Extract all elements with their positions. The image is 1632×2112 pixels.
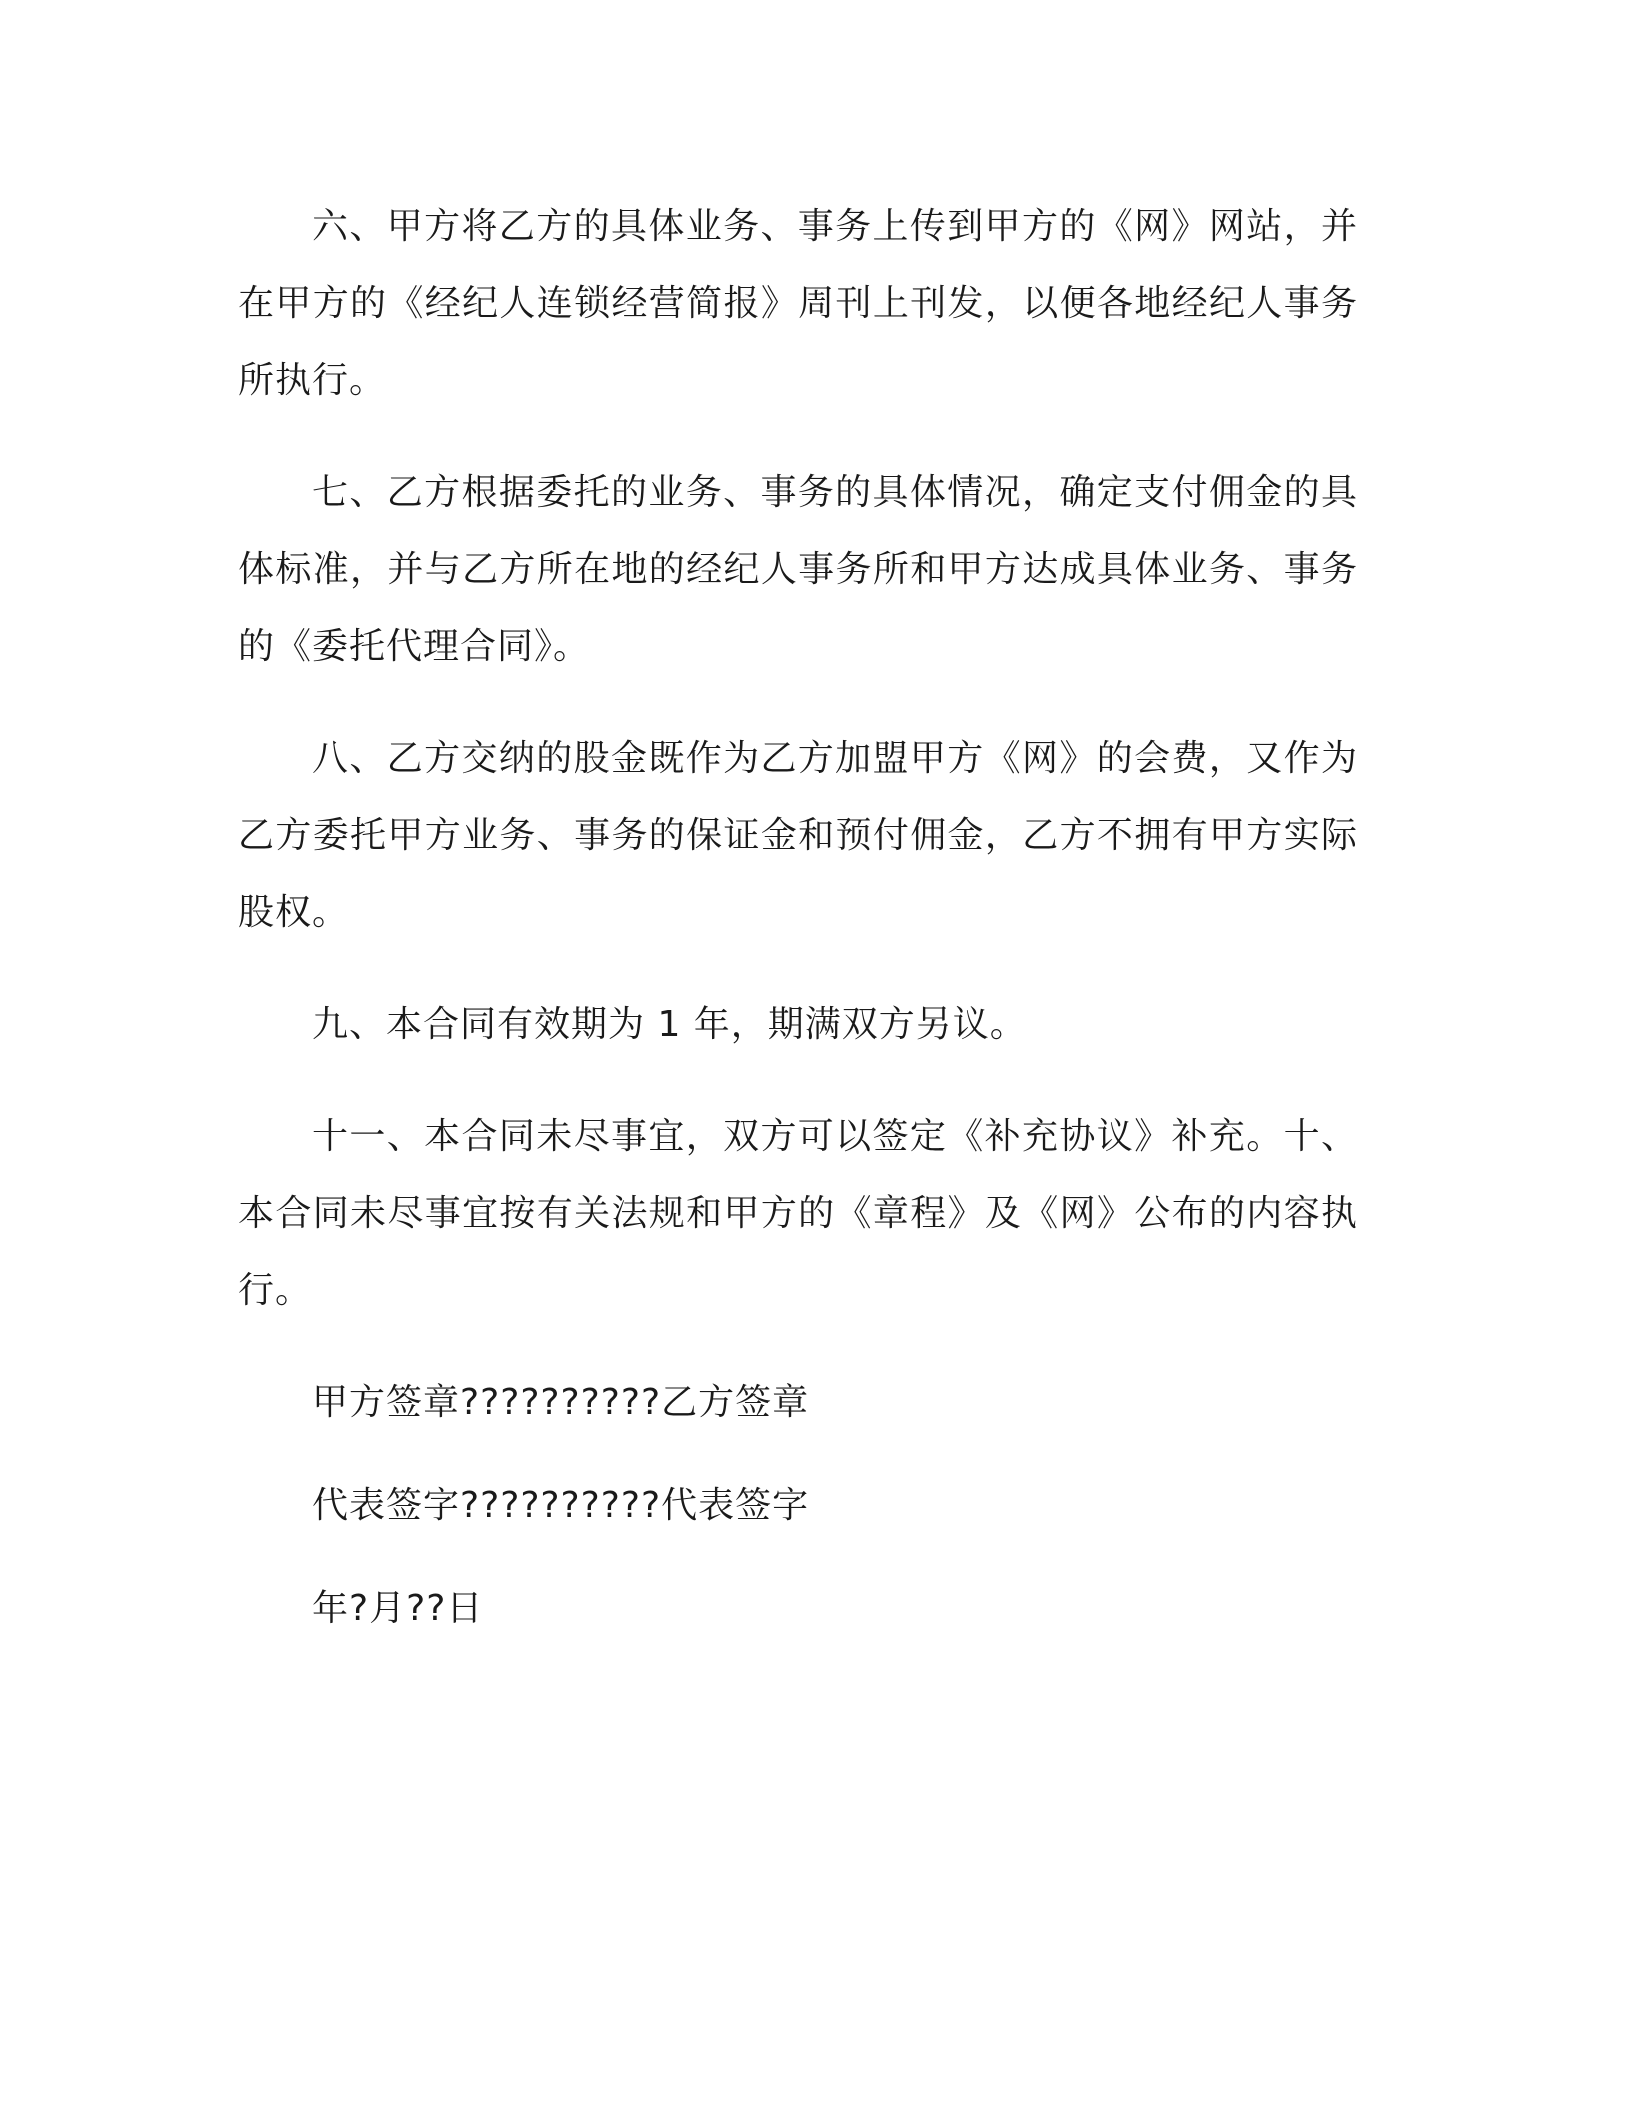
- date-line: 年?月??日: [312, 1588, 484, 1629]
- clause-8: 八、乙方交纳的股金既作为乙方加盟甲方《网》的会费，又作为乙方委托甲方业务、事务的保证金和预付佣金，乙方不拥有甲方实际股权。: [238, 738, 1358, 933]
- clause-6: 六、甲方将乙方的具体业务、事务上传到甲方的《网》网站，并在甲方的《经纪人连锁经营简报》周刊上刊发，以便各地经纪人事务所执行。: [238, 206, 1358, 401]
- clause-11: 十一、本合同未尽事宜，双方可以签定《补充协议》补充。十、本合同未尽事宜按有关法规和甲方的《章程》及《网》公布的内容执行。: [238, 1116, 1358, 1311]
- clause-9: 九、本合同有效期为 1 年，期满双方另议。: [312, 1004, 1027, 1045]
- document-body: [238, 188, 1358, 1673]
- party-stamp-line: 甲方签章??????????乙方签章: [312, 1382, 810, 1423]
- representative-signature-line: 代表签字??????????代表签字: [312, 1485, 810, 1526]
- clause-7: 七、乙方根据委托的业务、事务的具体情况，确定支付佣金的具体标准，并与乙方所在地的经纪人事务所和甲方达成具体业务、事务的《委托代理合同》。: [238, 472, 1358, 667]
